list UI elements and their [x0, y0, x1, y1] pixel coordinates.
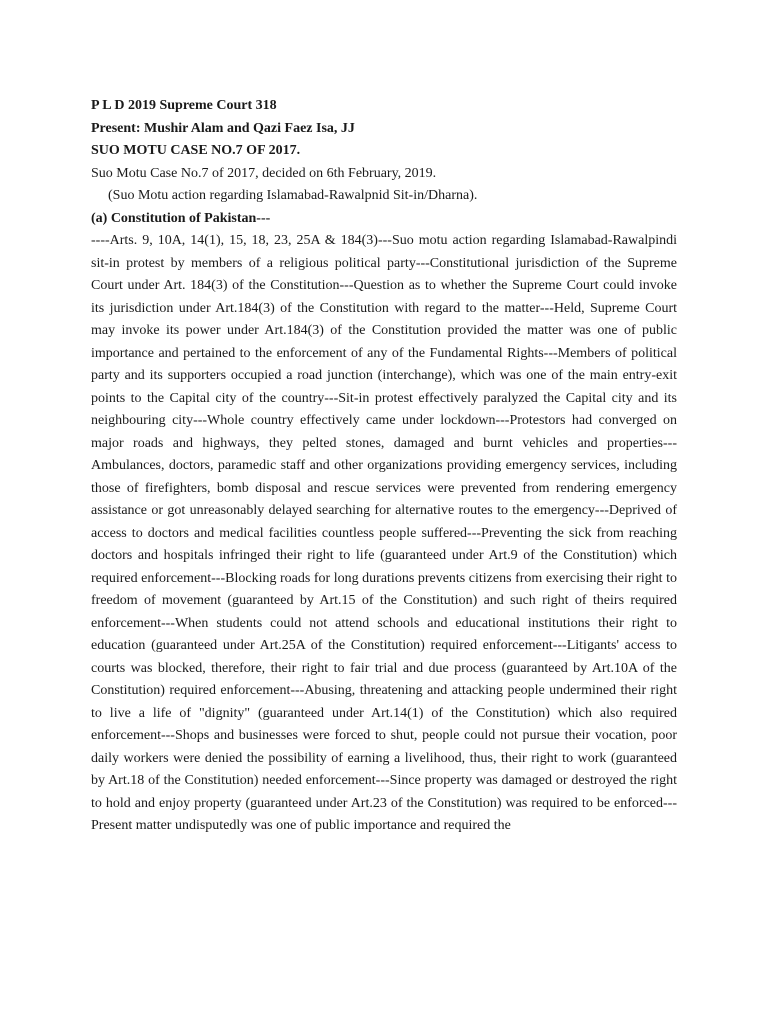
case-description: (Suo Motu action regarding Islamabad-Rawalpnid Sit-in/Dharna). — [108, 188, 478, 203]
case-decided-line: Suo Motu Case No.7 of 2017, decided on 6th February, 2019. — [91, 165, 437, 181]
case-title: SUO MOTU CASE NO.7 OF 2017. — [91, 143, 301, 158]
section-heading: (a) Constitution of Pakistan--- — [91, 210, 271, 226]
document-page — [91, 95, 677, 838]
citation: P L D 2019 Supreme Court 318 — [91, 98, 277, 113]
bench-present: Present: Mushir Alam and Qazi Faez Isa, JJ — [91, 120, 355, 136]
body-paragraph: ----Arts. 9, 10A, 14(1), 15, 18, 23, 25A & 184(3)---Suo motu action regarding Islamabad-Rawalpindi sit-in protest by members of a religious political party---Constitutional jurisdiction of the Supreme Court under Art. 184(3) of the Constitution---Question as to whether the Supreme Court could invoke its jurisdiction under Art.184(3) of the Constitution with regard to the matter---Held, Supreme Court may invoke its power under Art.184(3) of the Constitution provided the matter was one of public importance and pertained to the enforcement of any of the Fundamental Rights---Members of political party and its supporters occupied a road junction (interchange), which was one of the main entry-exit points to the Capital city of the country---Sit-in protest effectively paralyzed the Capital city and its neighbouring city---Whole country effectively came under lockdown---Protestors had converged on major roads and highways, they pelted stones, damaged and burnt vehicles and properties---Ambulances, doctors, paramedic staff and other organizations providing emergency services, including those of firefighters, bomb disposal and rescue services were prevented from rendering emergency assistance or got unreasonably delayed searching for alternative routes to the emergency---Deprived of access to doctors and medical facilities countless people suffered---Preventing the sick from reaching doctors and hospitals infringed their right to life (guaranteed under Art.9 of the Constitution) which required enforcement---Blocking roads for long durations prevents citizens from exercising their right to freedom of movement (guaranteed by Art.15 of the Constitution) and such right of theirs required enforcement---When students could not attend schools and educational institutions their right to education (guaranteed under Art.25A of the Constitution) required enforcement---Litigants' access to courts was blocked, therefore, their right to fair trial and due process (guaranteed by Art.10A of the Constitution) required enforcement---Abusing, threatening and attacking people undermined their right to live a life of "dignity" (guaranteed under Art.14(1) of the Constitution) which also required enforcement---Shops and businesses were forced to shut, people could not pursue their vocation, poor daily workers were denied the possibility of earning a livelihood, thus, their right to work (guaranteed by Art.18 of the Constitution) needed enforcement---Since property was damaged or destroyed the right to hold and enjoy property (guaranteed under Art.23 of the Constitution) was required to be enforced---Present matter undisputedly was one of public importance and required the — [91, 233, 677, 833]
